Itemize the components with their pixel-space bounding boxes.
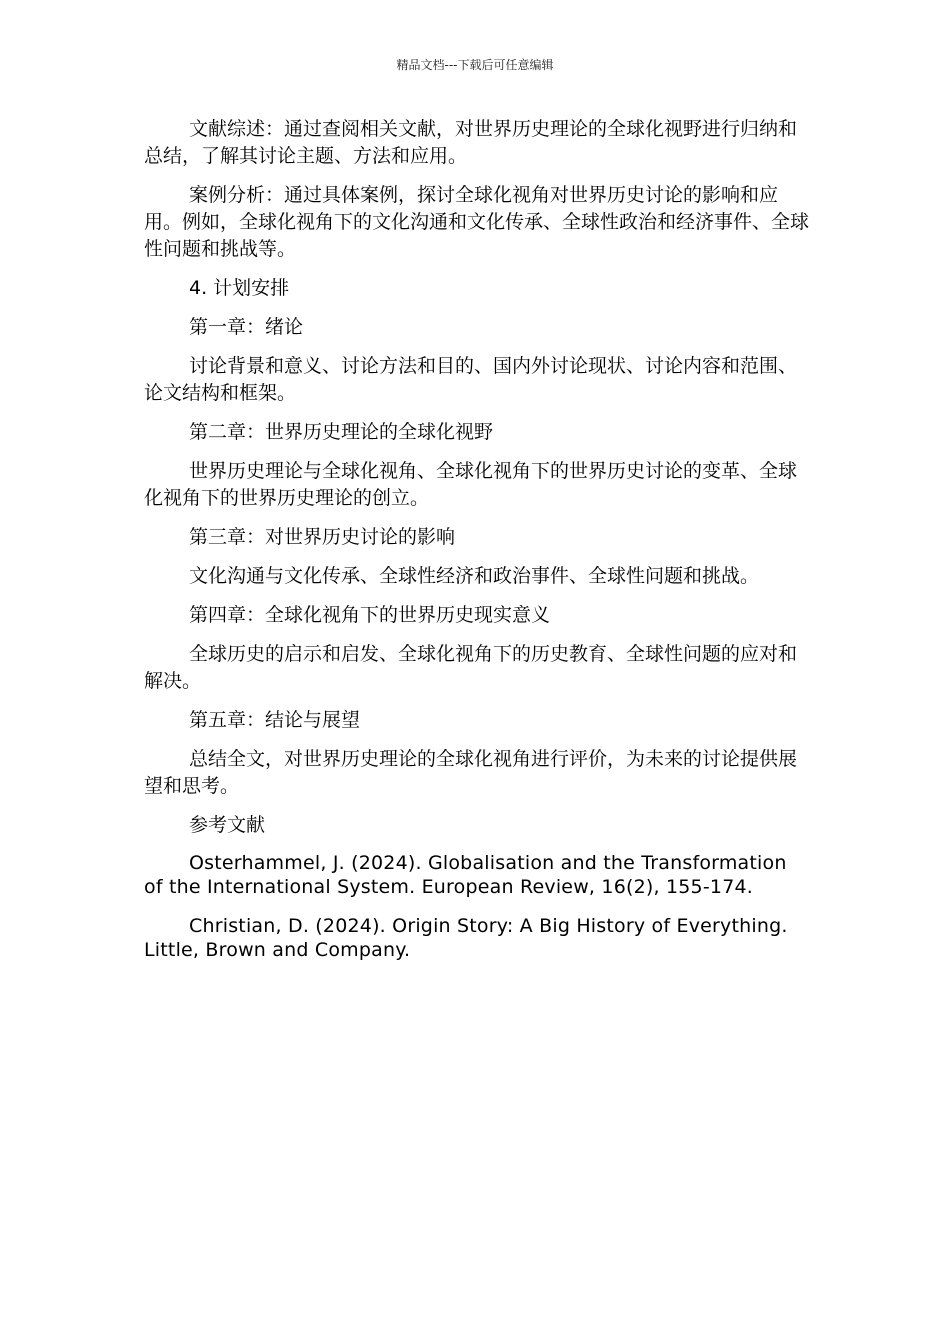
chapter-5-heading: 第五章：结论与展望 xyxy=(189,709,361,731)
reference-item: Osterhammel, J. (2024). Globalisation and the Transformation of the International System. European Review, 16(2), 155-174. xyxy=(144,852,787,898)
document-body xyxy=(144,116,809,977)
paragraph-case-analysis: 案例分析：通过具体案例，探讨全球化视角对世界历史讨论的影响和应用。例如，全球化视角下的文化沟通和文化传承、全球性政治和经济事件、全球性问题和挑战等。 xyxy=(144,184,810,260)
chapter-3-heading: 第三章：对世界历史讨论的影响 xyxy=(189,526,456,548)
chapter-5-content: 总结全文，对世界历史理论的全球化视角进行评价，为未来的讨论提供展望和思考。 xyxy=(144,748,798,797)
chapter-4-content: 全球历史的启示和启发、全球化视角下的历史教育、全球性问题的应对和解决。 xyxy=(144,643,798,692)
chapter-1-heading: 第一章：绪论 xyxy=(189,316,304,338)
references-heading: 参考文献 xyxy=(189,814,266,836)
section-heading-plan: 4. 计划安排 xyxy=(189,277,290,299)
reference-item: Christian, D. (2024). Origin Story: A Big History of Everything. Little, Brown and Company. xyxy=(144,915,788,961)
chapter-4-heading: 第四章：全球化视角下的世界历史现实意义 xyxy=(189,604,551,626)
chapter-2-content: 世界历史理论与全球化视角、全球化视角下的世界历史讨论的变革、全球化视角下的世界历史理论的创立。 xyxy=(144,460,798,509)
chapter-3-content: 文化沟通与文化传承、全球性经济和政治事件、全球性问题和挑战。 xyxy=(189,565,760,587)
chapter-1-content: 讨论背景和意义、讨论方法和目的、国内外讨论现状、讨论内容和范围、论文结构和框架。 xyxy=(144,355,798,404)
chapter-2-heading: 第二章：世界历史理论的全球化视野 xyxy=(189,421,494,443)
page-header: 精品文档---下载后可任意编辑 xyxy=(396,58,554,72)
paragraph-literature-review: 文献综述：通过查阅相关文献，对世界历史理论的全球化视野进行归纳和总结，了解其讨论主题、方法和应用。 xyxy=(144,118,798,167)
